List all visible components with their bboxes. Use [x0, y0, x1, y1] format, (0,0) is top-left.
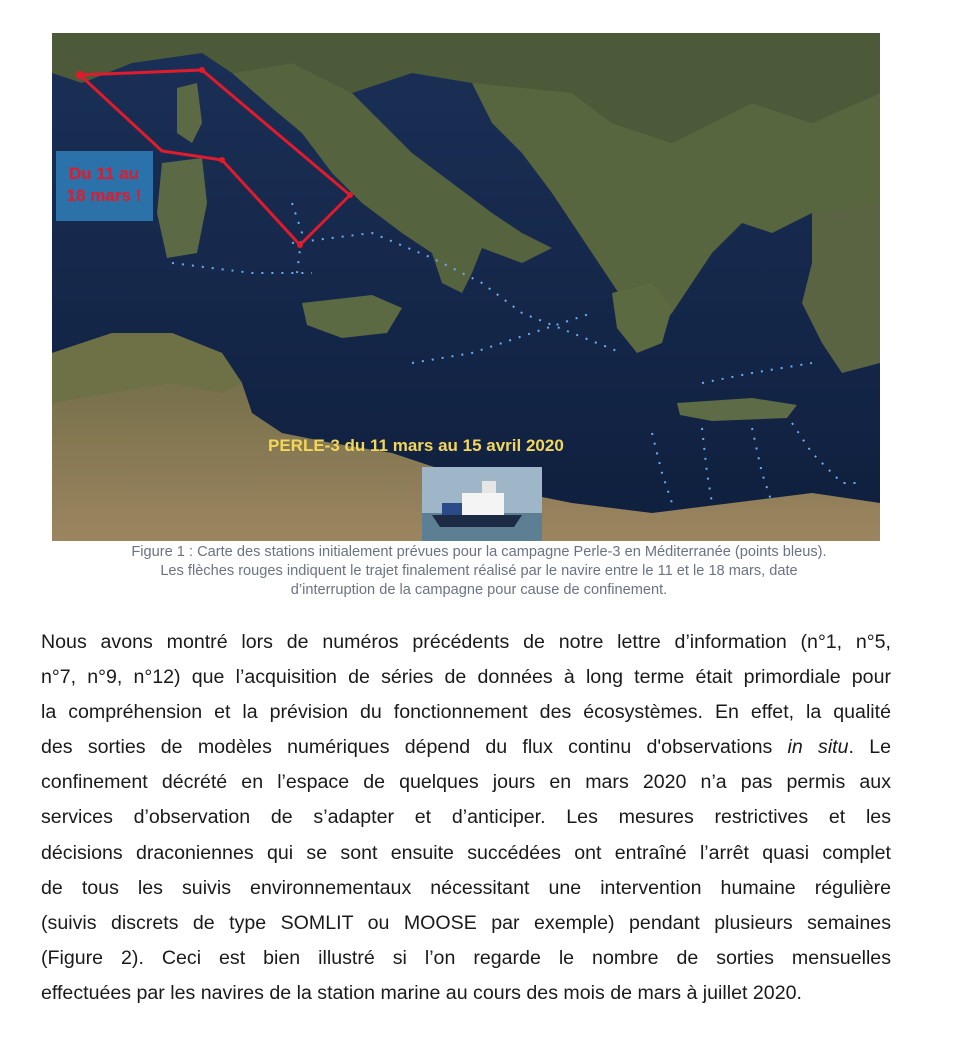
mediterranean-map-figure	[52, 33, 880, 541]
italic-term: in situ	[787, 736, 849, 759]
paragraph-line: (suivis discrets de type SOMLIT ou MOOSE par exemple) pendant plusieurs semaines	[41, 911, 891, 934]
paragraph-line: services d’observation de s’adapter et d’anticiper. Les mesures restrictives et les	[41, 806, 891, 829]
caption-line: d’interruption de la campagne pour cause de confinement.	[290, 582, 668, 598]
paragraph-line: confinement décrété en l’espace de quelques jours en mars 2020 n’a pas permis aux	[41, 771, 891, 794]
paragraph-line-with-italic	[41, 730, 891, 765]
paragraph-line: Nous avons montré lors de numéros précédents de notre lettre d’information (n°1, n°5,	[41, 631, 891, 653]
caption-line: Les flèches rouges indiquent le trajet finalement réalisé par le navire entre le 11 et le 18 mars, date	[160, 563, 798, 579]
map-graphic	[52, 33, 880, 541]
paragraph-line: décisions draconiennes qui se sont ensuite succédées ont entraîné l’arrêt quasi complet	[41, 841, 891, 864]
ship-photo	[422, 467, 542, 541]
figure-caption	[30, 543, 928, 600]
article-paragraph	[41, 625, 891, 1011]
paragraph-line: la compréhension et la prévision du fonctionnement des écosystèmes. En effet, la qualité	[41, 701, 891, 724]
paragraph-line: effectuées par les navires de la station marine au cours des mois de mars à juillet 2020.	[41, 981, 802, 1004]
inset-label-line2: 18 mars !	[66, 186, 142, 205]
paragraph-line: de tous les suivis environnementaux nécessitant une intervention humaine régulière	[41, 876, 891, 899]
caption-line: Figure 1 : Carte des stations initialement prévues pour la campagne Perle-3 en Méditerranée (points bleus).	[131, 544, 827, 560]
line-text: des sorties de modèles numériques dépend du flux continu d'observations	[41, 736, 773, 759]
line-tail: . Le	[848, 736, 891, 759]
map-overlay-title: PERLE-3 du 11 mars au 15 avril 2020	[268, 436, 564, 455]
inset-label-line1: Du 11 au	[69, 164, 139, 183]
paragraph-line: (Figure 2). Ceci est bien illustré si l’on regarde le nombre de sorties mensuelles	[41, 946, 891, 969]
paragraph-line: n°7, n°9, n°12) que l’acquisition de séries de données à long terme était primordiale pour	[41, 666, 891, 689]
